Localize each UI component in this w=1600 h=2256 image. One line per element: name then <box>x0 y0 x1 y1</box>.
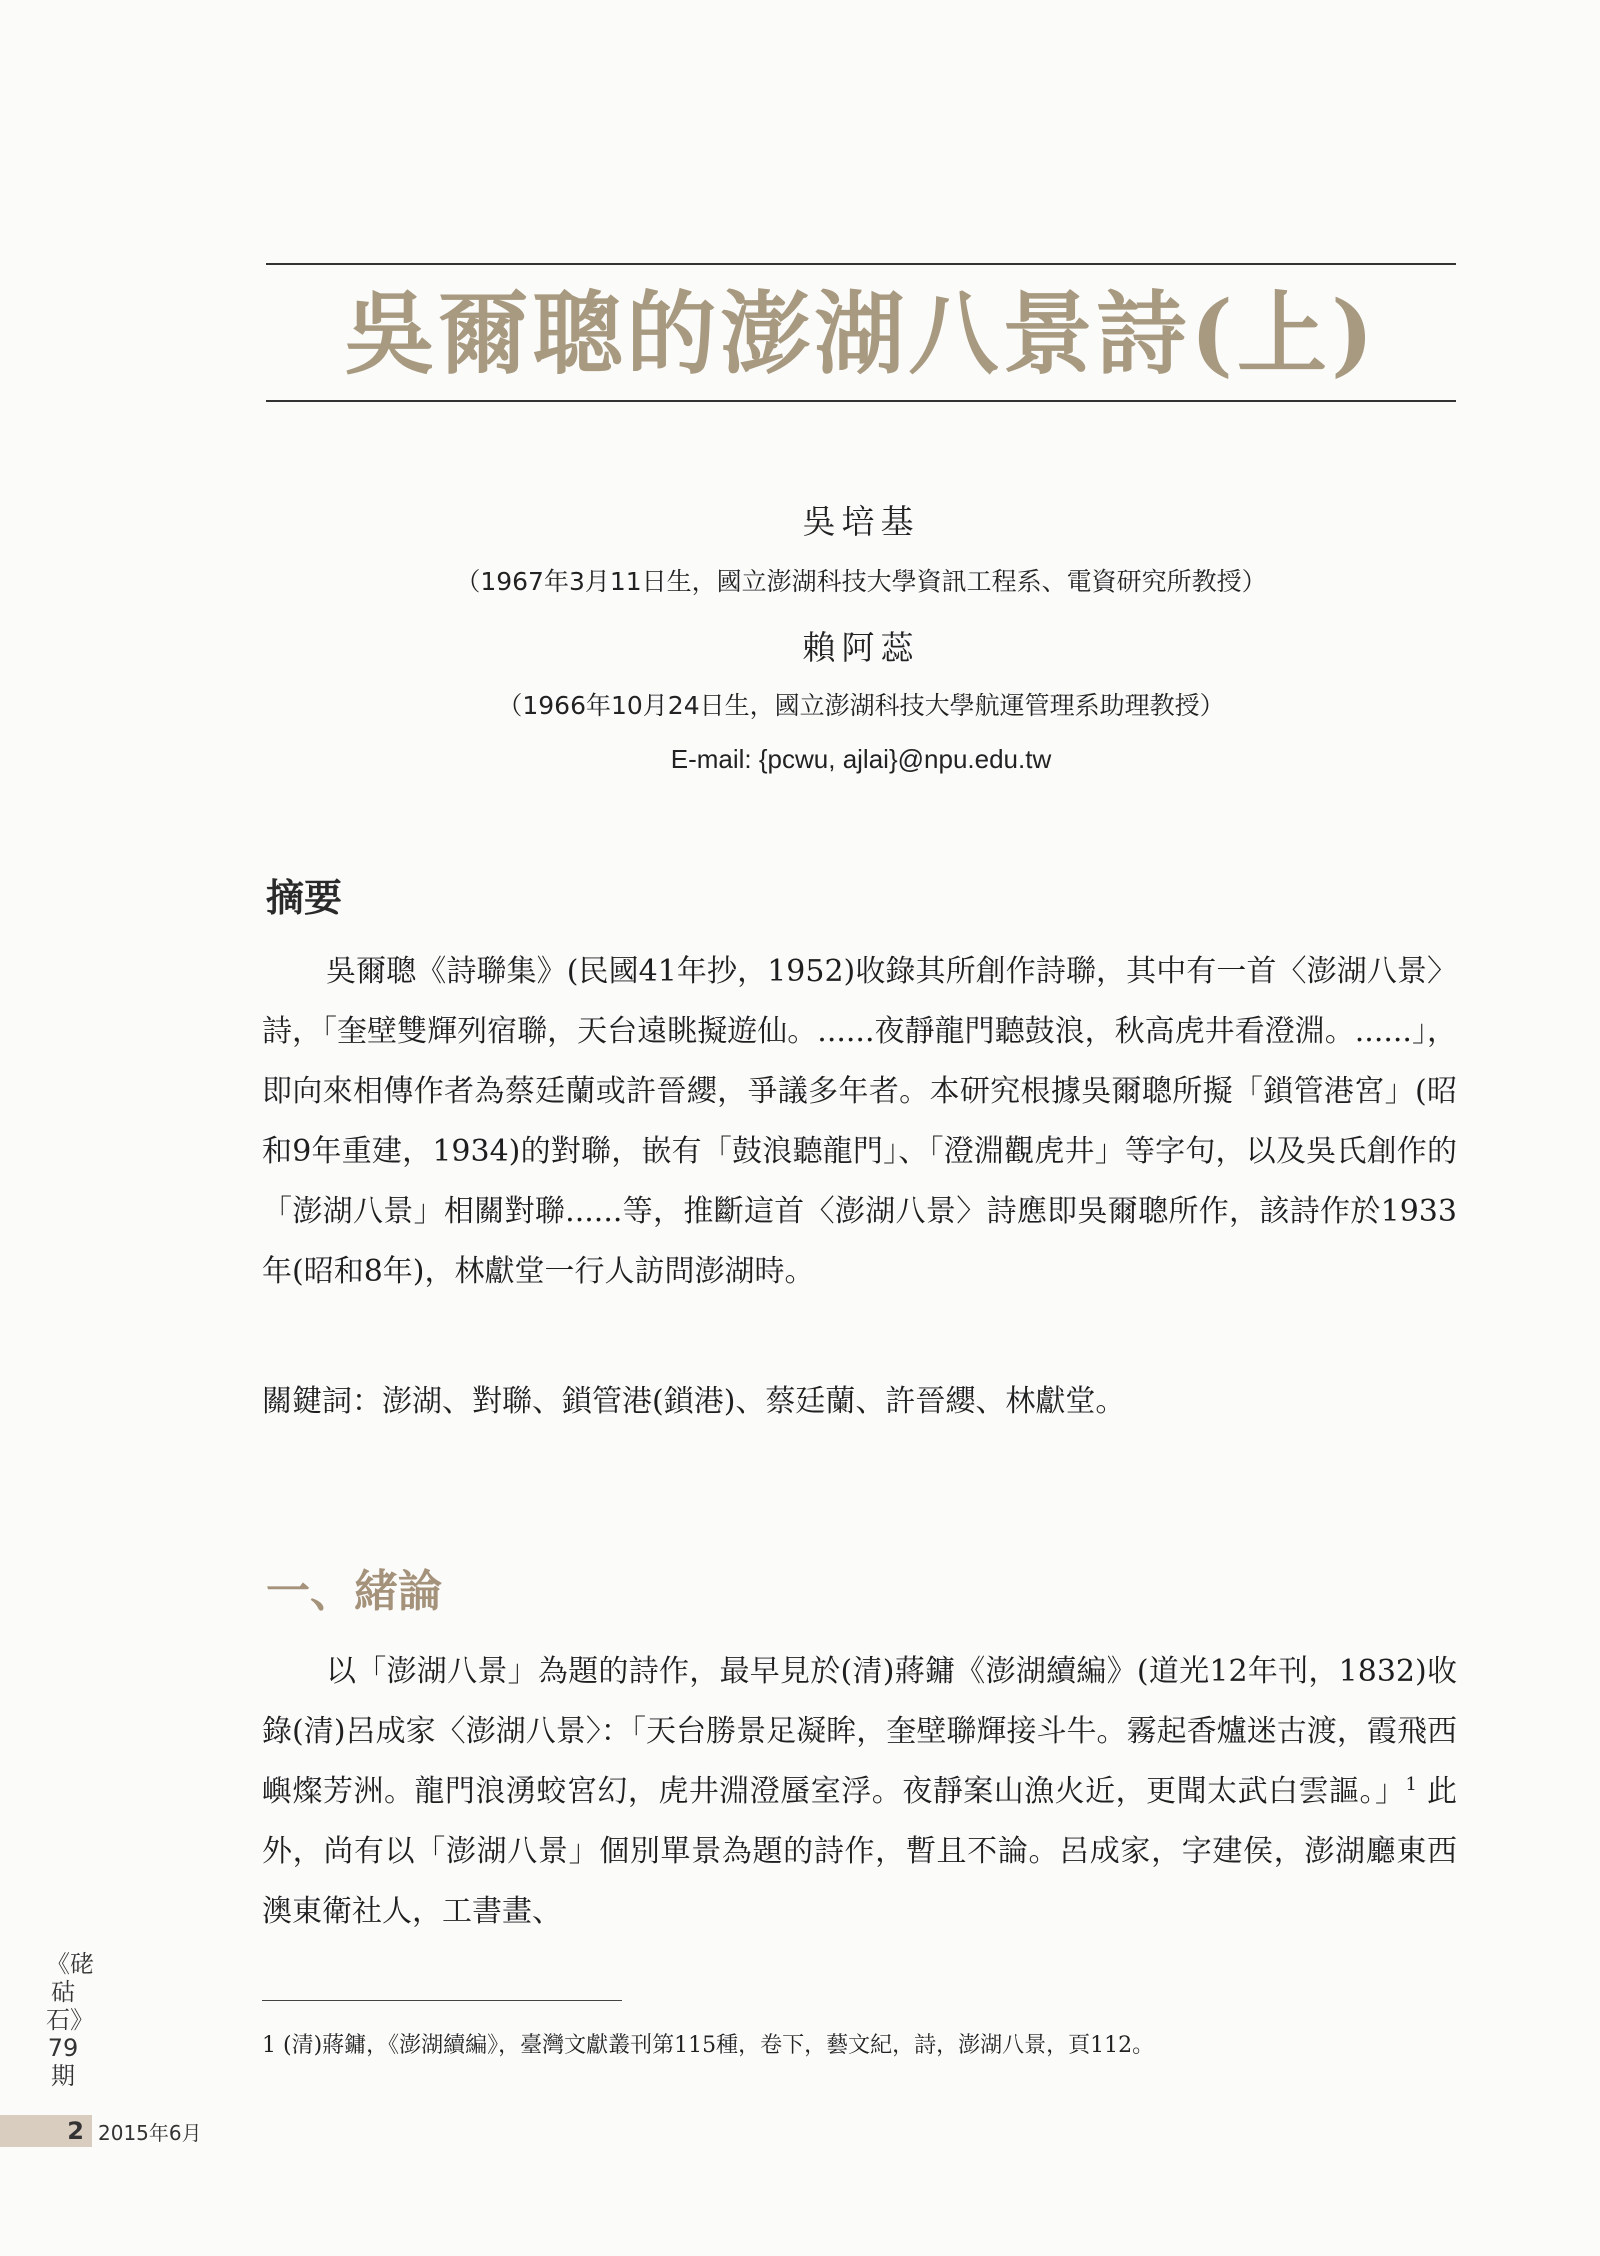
title-top-rule <box>266 263 1456 265</box>
page-footer <box>0 2115 202 2147</box>
abstract-heading: 摘要 <box>266 875 343 920</box>
introduction-body-part2: 此外，尚有以「澎湖八景」個別單景為題的詩作，暫且不論。呂成家，字建侯，澎湖廳東西澳東衛社人，工書畫、 <box>262 1774 1457 1929</box>
footnote-separator <box>262 2000 622 2001</box>
footnote-reference[interactable]: 1 <box>1405 1774 1417 1795</box>
abstract-keywords: 關鍵詞：澎湖、對聯、鎖管港(鎖港)、蔡廷蘭、許晉纓、林獻堂。 <box>262 1384 1126 1419</box>
author-1-affiliation: （1967年3月11日生，國立澎湖科技大學資訊工程系、電資研究所教授） <box>455 567 1267 596</box>
footnote-1: 1 (清)蔣鏞，《澎湖續編》，臺灣文獻叢刊第115種，卷下，藝文紀，詩，澎湖八景，頁112。 <box>262 2033 1155 2058</box>
abstract-body: 吳爾聰《詩聯集》(民國41年抄，1952)收錄其所創作詩聯，其中有一首〈澎湖八景〉詩，「奎壁雙輝列宿聯，天台遠眺擬遊仙。......夜靜龍門聽鼓浪，秋高虎井看澄淵。......」，即向來相傳作者為蔡廷蘭或許晉纓，爭議多年者。本研究根據吳爾聰所擬「鎖管港宮」(昭和9年重建，1934)的對聯，嵌有「鼓浪聽龍門」、「澄淵觀虎井」等字句，以及吳氏創作的「澎湖八景」相關對聯......等，推斷這首〈澎湖八景〉詩應即吳爾聰所作，該詩作於1933年(昭和8年)，林獻堂一行人訪問澎湖時。 <box>262 954 1457 1289</box>
introduction-heading: 一、緒論 <box>266 1566 442 1617</box>
title-bottom-rule <box>266 400 1456 402</box>
issue-date: 2015年6月 <box>98 2120 202 2145</box>
author-email: E-mail: {pcwu, ajlai}@npu.edu.tw <box>670 744 1052 774</box>
author-2-affiliation: （1966年10月24日生，國立澎湖科技大學航運管理系助理教授） <box>497 691 1225 720</box>
page-number: 2 <box>0 2115 92 2147</box>
author-1-name: 吳培基 <box>802 502 920 541</box>
journal-name-vertical: 《硓𥑮石》79期 <box>46 1950 94 2090</box>
article-title: 吳爾聰的澎湖八景詩(上) <box>344 281 1378 387</box>
introduction-body-part1: 以「澎湖八景」為題的詩作，最早見於(清)蔣鏞《澎湖續編》(道光12年刊，1832)收錄(清)呂成家〈澎湖八景〉：「天台勝景足凝眸，奎壁聯輝接斗牛。霧起香爐迷古渡，霞飛西嶼燦芳洲。龍門浪湧蛟宮幻，虎井淵澄蜃室浮。夜靜案山漁火近，更聞太武白雲謳。」 <box>262 1654 1457 1809</box>
author-2-name: 賴阿蕊 <box>802 628 920 667</box>
introduction-body <box>262 1642 1457 1942</box>
